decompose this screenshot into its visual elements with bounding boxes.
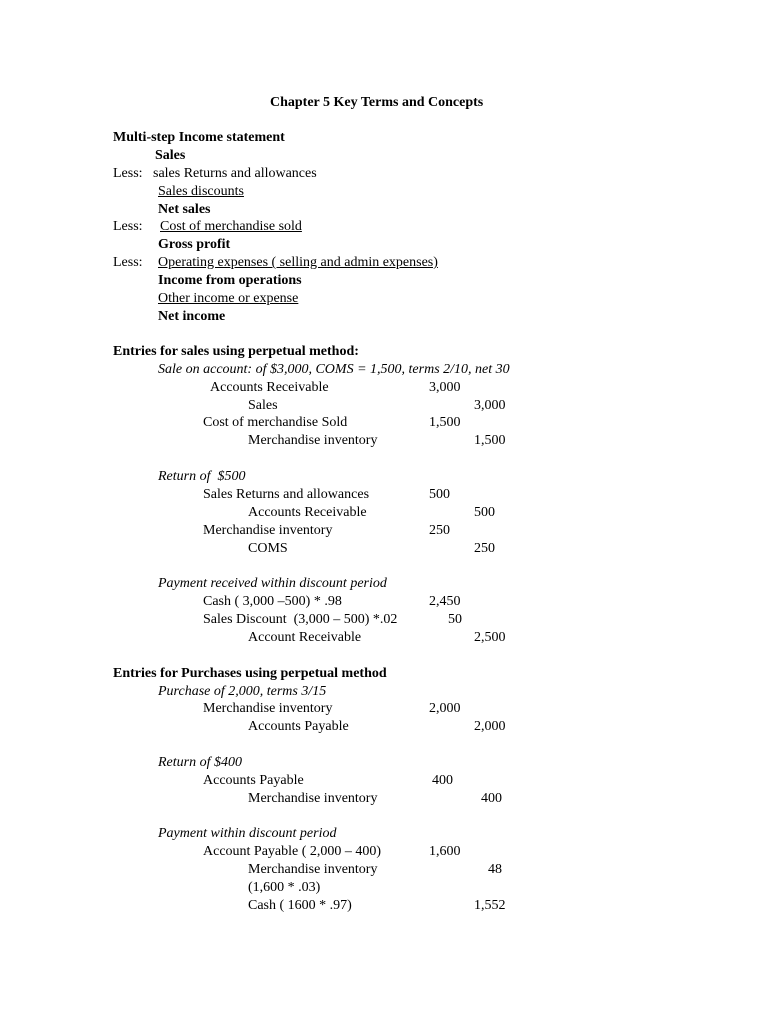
journal-note: (1,600 * .03): [248, 880, 321, 895]
less-label: Less:: [113, 255, 143, 270]
entry-label: Payment within discount period: [158, 826, 337, 841]
journal-credit: 400: [481, 791, 502, 806]
coms-line: Cost of merchandise sold: [160, 219, 302, 234]
journal-account: Accounts Payable: [248, 719, 349, 734]
journal-credit: 1,552: [474, 898, 506, 913]
other-income-line: Other income or expense: [158, 291, 299, 306]
journal-account: Accounts Receivable: [248, 505, 367, 520]
purchase-entries-heading: Entries for Purchases using perpetual method: [113, 666, 387, 681]
journal-account: Accounts Payable: [203, 773, 304, 788]
income-ops-line: Income from operations: [158, 273, 302, 288]
journal-credit: 2,000: [474, 719, 506, 734]
journal-debit: 1,500: [429, 415, 461, 430]
journal-debit: 250: [429, 523, 450, 538]
journal-account: Merchandise inventory: [203, 523, 333, 538]
journal-account: Merchandise inventory: [248, 862, 378, 877]
journal-credit: 500: [474, 505, 495, 520]
entry-label: Return of $400: [158, 755, 242, 770]
opex-line: Operating expenses ( selling and admin expenses): [158, 255, 438, 270]
journal-credit: 1,500: [474, 433, 506, 448]
journal-debit: 1,600: [429, 844, 461, 859]
journal-debit: 2,450: [429, 594, 461, 609]
journal-credit: 3,000: [474, 398, 506, 413]
journal-account: Merchandise inventory: [203, 701, 333, 716]
entry-label: Sale on account: of $3,000, COMS = 1,500, terms 2/10, net 30: [158, 362, 510, 377]
entry-label: Payment received within discount period: [158, 576, 387, 591]
journal-debit: 500: [429, 487, 450, 502]
journal-account: Cost of merchandise Sold: [203, 415, 348, 430]
journal-account: Merchandise inventory: [248, 433, 378, 448]
sales-entries-heading: Entries for sales using perpetual method:: [113, 344, 359, 359]
journal-account: Cash ( 3,000 –500) * .98: [203, 594, 342, 609]
journal-debit: 2,000: [429, 701, 461, 716]
net-income-line: Net income: [158, 309, 226, 324]
journal-account: Sales Returns and allowances: [203, 487, 370, 502]
journal-credit: 2,500: [474, 630, 506, 645]
journal-account: Merchandise inventory: [248, 791, 378, 806]
journal-account: Sales Discount (3,000 – 500) *.02: [203, 612, 398, 627]
less-label: Less:: [113, 219, 143, 234]
journal-account: Accounts Receivable: [210, 380, 329, 395]
returns-line: sales Returns and allowances: [153, 166, 317, 181]
journal-credit: 48: [488, 862, 502, 877]
journal-account: Cash ( 1600 * .97): [248, 898, 352, 913]
journal-account: COMS: [248, 541, 288, 556]
journal-credit: 250: [474, 541, 495, 556]
entry-label: Purchase of 2,000, terms 3/15: [158, 684, 327, 699]
net-sales-line: Net sales: [158, 202, 211, 217]
journal-debit: 3,000: [429, 380, 461, 395]
journal-account: Account Payable ( 2,000 – 400): [203, 844, 382, 859]
less-label: Less:: [113, 166, 143, 181]
income-statement-heading: Multi-step Income statement: [113, 130, 285, 145]
journal-debit: 400: [432, 773, 453, 788]
page-title: Chapter 5 Key Terms and Concepts: [270, 95, 484, 110]
entry-label: Return of $500: [158, 469, 246, 484]
gross-profit-line: Gross profit: [158, 237, 231, 252]
journal-account: Account Receivable: [248, 630, 362, 645]
journal-account: Sales: [248, 398, 278, 413]
sales-line: Sales: [155, 148, 186, 163]
journal-debit: 50: [448, 612, 462, 627]
discounts-line: Sales discounts: [158, 184, 244, 199]
